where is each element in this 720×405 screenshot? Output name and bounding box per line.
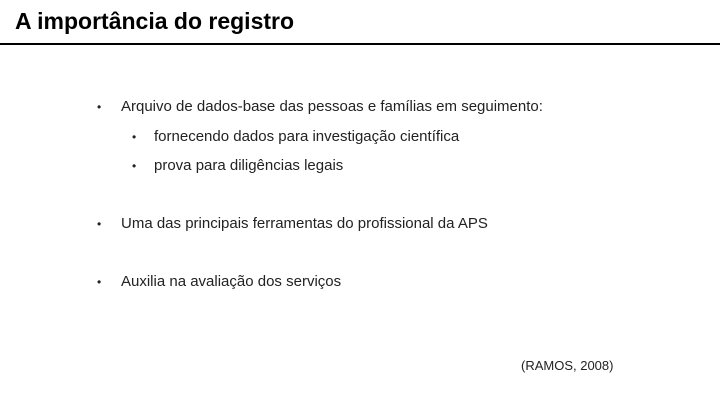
bullet-item-2	[97, 215, 617, 233]
bullet-text: Arquivo de dados-base das pessoas e famílias em seguimento:	[121, 98, 543, 115]
bullet-marker: •	[97, 275, 102, 289]
citation: (RAMOS, 2008)	[521, 358, 614, 373]
bullet-marker: •	[97, 217, 102, 231]
bullet-item-1	[97, 98, 617, 116]
bullet-marker: •	[97, 100, 102, 114]
bullet-item-3	[97, 273, 617, 291]
bullet-marker: •	[132, 159, 137, 173]
bullet-text: Auxilia na avaliação dos serviços	[121, 273, 342, 290]
sub-bullet-item-1	[132, 128, 552, 146]
bullet-text: Uma das principais ferramentas do profissional da APS	[121, 215, 488, 232]
sub-bullet-item-2	[132, 157, 552, 175]
bullet-text: fornecendo dados para investigação científica	[154, 128, 460, 145]
bullet-marker: •	[132, 130, 137, 144]
bullet-text: prova para diligências legais	[154, 157, 344, 174]
slide-title: A importância do registro	[15, 8, 295, 34]
title-divider	[0, 43, 720, 45]
